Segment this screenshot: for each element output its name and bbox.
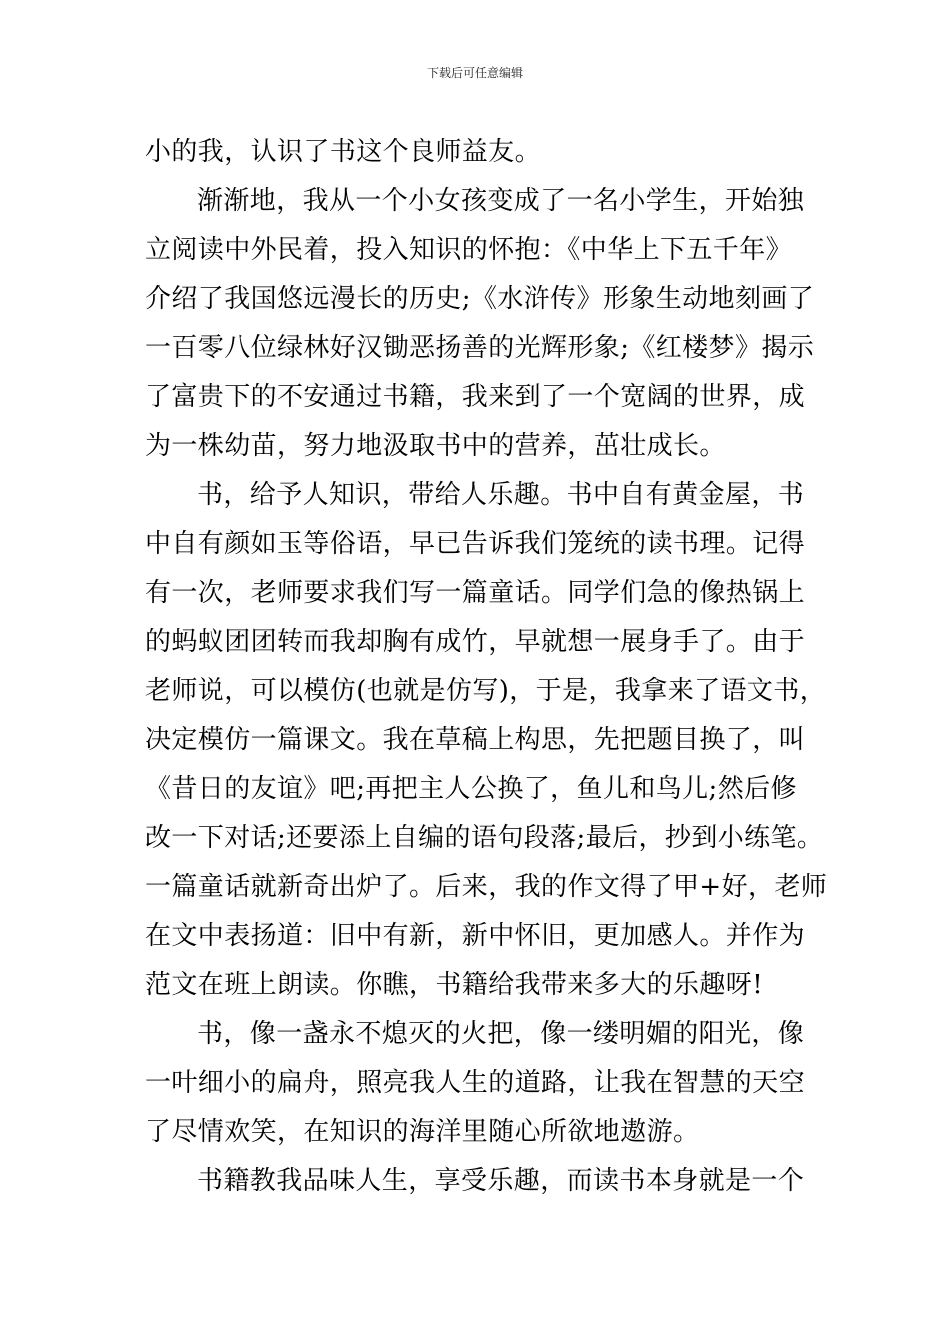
- text-line: 改一下对话;还要添上自编的语句段落;最后，抄到小练笔。: [145, 823, 824, 853]
- paragraph-first-line: 渐渐地，我从一个小女孩变成了一名小学生，开始独: [197, 186, 805, 216]
- text-line: 小的我，认识了书这个良师益友。: [145, 137, 542, 167]
- text-line: 为一株幼苗，努力地汲取书中的营养，茁壮成长。: [145, 431, 726, 461]
- page-header: 下载后可任意编辑: [426, 66, 523, 80]
- text-line: 介绍了我国悠远漫长的历史;《水浒传》形象生动地刻画了: [145, 284, 815, 314]
- text-line: 《昔日的友谊》吧;再把主人公换了，鱼儿和鸟儿;然后修: [145, 774, 797, 804]
- paragraph-first-line: 书，像一盏永不熄灭的火把，像一缕明媚的阳光，像: [197, 1019, 805, 1049]
- text-line: 了富贵下的不安通过书籍，我来到了一个宽阔的世界，成: [145, 382, 806, 412]
- text-line: 在文中表扬道：旧中有新，新中怀旧，更加感人。并作为: [145, 921, 806, 951]
- text-line: 立阅读中外民着，投入知识的怀抱：《中华上下五千年》: [145, 235, 793, 265]
- text-line: 范文在班上朗读。你瞧，书籍给我带来多大的乐趣呀!: [145, 970, 764, 1000]
- text-line: 中自有颜如玉等俗语，早已告诉我们笼统的读书理。记得: [145, 529, 806, 559]
- text-line: 了尽情欢笑，在知识的海洋里随心所欲地遨游。: [145, 1117, 700, 1147]
- text-line: 有一次，老师要求我们写一篇童话。同学们急的像热锅上: [145, 578, 806, 608]
- text-line: 一叶细小的扁舟，照亮我人生的道路，让我在智慧的天空: [145, 1068, 806, 1098]
- text-line: 决定模仿一篇课文。我在草稿上构思，先把题目换了，叫: [145, 725, 806, 755]
- text-line: 一篇童话就新奇出炉了。后来，我的作文得了甲+好，老师: [145, 872, 828, 902]
- document-body: [145, 128, 828, 1206]
- text-line: 老师说，可以模仿(也就是仿写)，于是，我拿来了语文书，: [145, 676, 827, 706]
- text-line: 一百零八位绿林好汉锄恶扬善的光辉形象;《红楼梦》揭示: [145, 333, 815, 363]
- text-line: 的蚂蚁团团转而我却胸有成竹，早就想一展身手了。由于: [145, 627, 806, 657]
- paragraph-first-line: 书，给予人知识，带给人乐趣。书中自有黄金屋，书: [197, 480, 805, 510]
- paragraph-first-line: 书籍教我品味人生，享受乐趣，而读书本身就是一个: [197, 1166, 805, 1196]
